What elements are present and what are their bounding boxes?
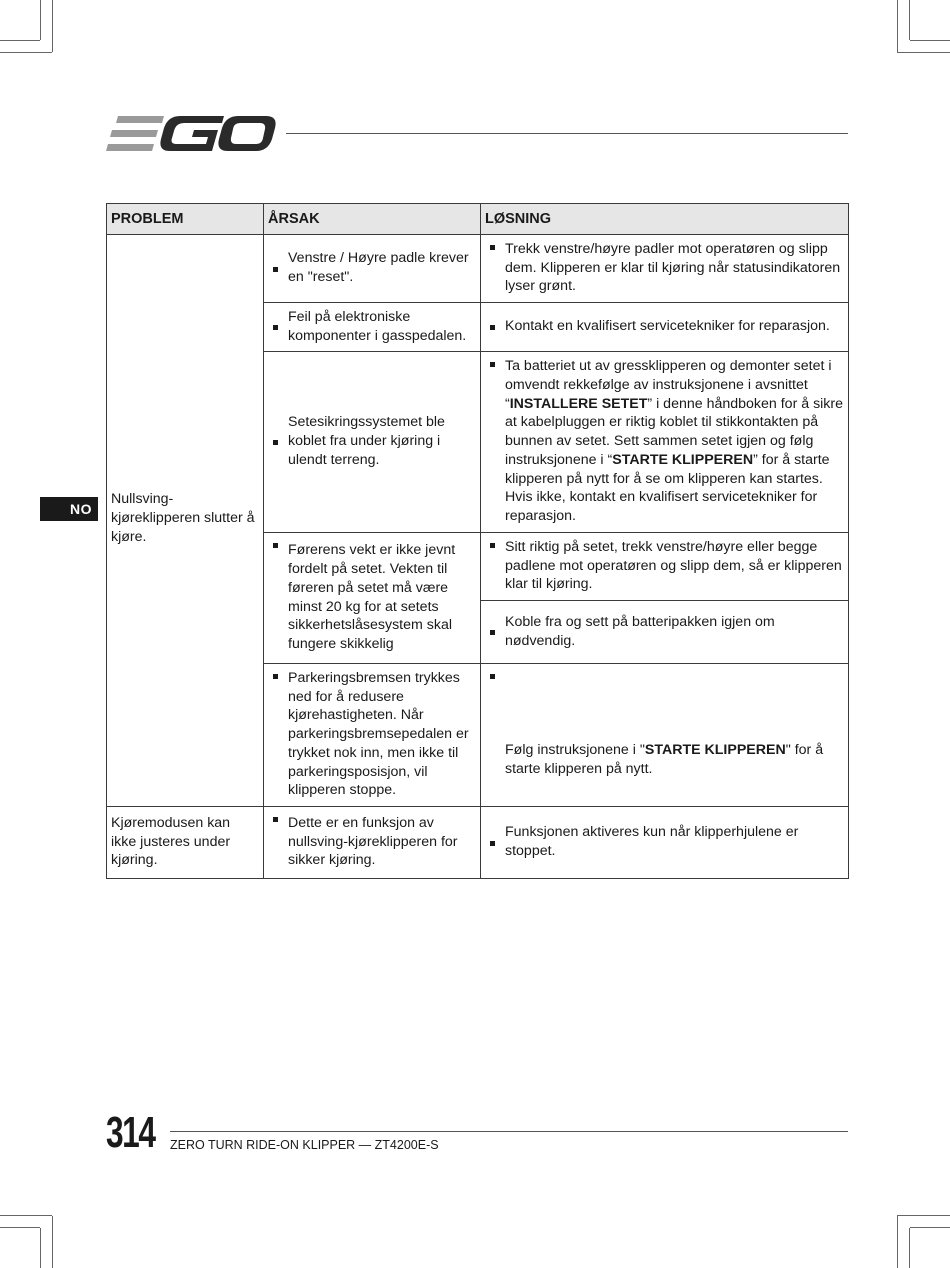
page-number: 314 — [106, 1108, 155, 1157]
crop-mark — [0, 52, 52, 53]
cause-cell: Dette er en funksjon av nullsving-kjøreklipperen for sikker kjøring. — [264, 807, 481, 879]
table-header-row — [107, 204, 849, 235]
table-row — [107, 235, 849, 303]
crop-mark — [897, 52, 950, 53]
footer-rule — [170, 1131, 848, 1132]
solution-cell: Trekk venstre/høyre padler mot operatøren og slipp dem. Klipperen er klar til kjøring når statusindikatoren lyser grønt. — [481, 235, 849, 303]
cause-cell: Førerens vekt er ikke jevnt fordelt på setet. Vekten til føreren på setet må være minst 20 kg for at setets sikkerhetslåsesystem skal fungere skikkelig — [264, 533, 481, 664]
crop-mark — [909, 1228, 910, 1268]
solution-cell — [481, 352, 849, 533]
crop-mark — [897, 1216, 898, 1268]
crop-mark — [910, 1227, 950, 1228]
solution-text: ” for å starte klipperen på nytt for å se om klipperen kan startes. Hvis ikke, kontakt en kvalifisert servicetekniker for reparasjon. — [505, 451, 830, 524]
cause-cell: Feil på elektroniske komponenter i gasspedalen. — [264, 303, 481, 352]
crop-mark — [910, 40, 950, 41]
section-reference: STARTE KLIPPEREN — [612, 451, 754, 468]
solution-text: Følg instruksjonene i " — [505, 742, 645, 759]
solution-text: " for å starte klipperen på nytt. — [505, 742, 824, 777]
problem-cell: Nullsving-kjøreklipperen slutter å kjøre. — [107, 235, 264, 807]
cause-cell: Setesikringssystemet ble koblet fra under kjøring i ulendt terreng. — [264, 352, 481, 533]
solution-text: Ta batteriet ut av gressklipperen og demonter setet i omvendt rekkefølge av instruksjonene i avsnittet “ — [505, 358, 832, 412]
header-cause: ÅRSAK — [264, 204, 481, 235]
crop-mark — [0, 40, 40, 41]
header-rule — [286, 133, 848, 134]
crop-mark — [52, 1216, 53, 1268]
solution-cell: Koble fra og sett på batteripakken igjen om nødvendig. — [481, 601, 849, 664]
crop-mark — [897, 1215, 950, 1216]
section-reference: STARTE KLIPPEREN — [644, 742, 786, 759]
solution-cell — [481, 664, 849, 807]
crop-mark — [40, 0, 41, 40]
problem-cell: Kjøremodusen kan ikke justeres under kjøring. — [107, 807, 264, 879]
crop-mark — [897, 0, 898, 52]
crop-mark — [52, 0, 53, 52]
language-tab: NO — [40, 497, 98, 521]
crop-mark — [909, 0, 910, 40]
solution-cell: Kontakt en kvalifisert servicetekniker for reparasjon. — [481, 303, 849, 352]
solution-cell: Sitt riktig på setet, trekk venstre/høyre eller begge padlene mot operatøren og slipp dem, så er klipperen klar til kjøring. — [481, 533, 849, 601]
cause-cell: Parkeringsbremsen trykkes ned for å redusere kjørehastigheten. Når parkeringsbremsepedalen er trykket nok inn, men ikke til parkeringsposisjon, vil klipperen stoppe. — [264, 664, 481, 807]
section-reference: INSTALLERE SETET — [509, 395, 648, 412]
header-problem: PROBLEM — [107, 204, 264, 235]
crop-mark — [40, 1228, 41, 1268]
troubleshooting-table — [106, 203, 849, 879]
solution-cell: Funksjonen aktiveres kun når klipperhjulene er stoppet. — [481, 807, 849, 879]
header-solution: LØSNING — [481, 204, 849, 235]
crop-mark — [0, 1215, 52, 1216]
ego-logo — [106, 112, 278, 156]
footer-title: ZERO TURN RIDE-ON KLIPPER — ZT4200E-S — [170, 1138, 439, 1152]
table-row — [107, 807, 849, 879]
solution-text: ” i denne håndboken for å sikre at kabelpluggen er riktig koblet til stikkontakten på bunnen av setet. Sett sammen setet igjen og følg instruksjonene i “ — [505, 395, 844, 468]
crop-mark — [0, 1227, 40, 1228]
cause-cell: Venstre / Høyre padle krever en "reset". — [264, 235, 481, 303]
